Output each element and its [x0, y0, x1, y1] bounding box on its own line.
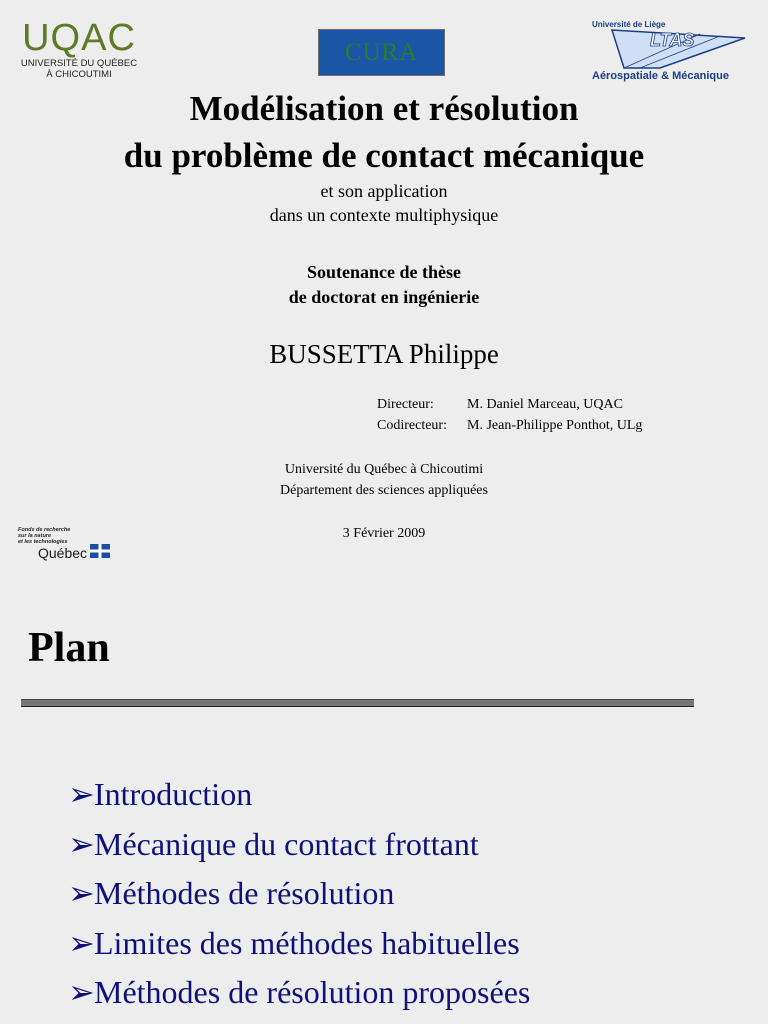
plan-item-label: Limites des méthodes habituelles	[94, 924, 520, 961]
thesis-subtitle-line2: dans un contexte multiphysique	[269, 205, 499, 225]
uqac-logo-line1: UNIVERSITÉ DU QUÉBEC	[20, 58, 138, 69]
ltas-logo	[590, 20, 750, 84]
plan-item	[68, 820, 748, 870]
defense-date: 3 Février 2009	[342, 526, 426, 541]
uqac-logo	[18, 18, 140, 88]
fqrnt-line3: et les technologies	[18, 539, 68, 545]
plan-item-label: Méthodes de résolution proposées	[94, 974, 531, 1010]
plan-item	[68, 968, 748, 1018]
institution-line1: Université du Québec à Chicoutimi	[284, 462, 484, 477]
cura-logo-text: CURA	[344, 38, 419, 66]
plan-divider	[21, 699, 694, 707]
arrow-bullet-icon: ➢	[68, 825, 95, 862]
uqac-logo-name: UQAC	[22, 17, 136, 59]
fqrnt-line2: sur la nature	[18, 533, 52, 539]
plan-item	[68, 869, 748, 919]
fqrnt-line1: Fonds de recherche	[18, 527, 71, 533]
defense-line2: de doctorat en ingénierie	[288, 287, 480, 307]
arrow-bullet-icon: ➢	[68, 974, 95, 1010]
plan-title: Plan	[28, 625, 110, 671]
ltas-university-label: Université de Liège	[592, 20, 666, 29]
thesis-title-line2: du problème de contact mécanique	[123, 136, 645, 175]
codirector-name: M. Jean-Philippe Ponthot, ULg	[467, 418, 643, 433]
plan-item	[68, 770, 748, 820]
arrow-bullet-icon: ➢	[68, 875, 95, 911]
plan-item-label: Méthodes de résolution	[94, 875, 395, 911]
ltas-logo-name: LTAS	[650, 30, 695, 50]
cura-logo	[318, 29, 445, 76]
fqrnt-logo	[18, 527, 118, 563]
ltas-caption: Aérospatiale & Mécanique	[592, 70, 729, 82]
director-name: M. Daniel Marceau, UQAC	[467, 397, 623, 412]
author-name: BUSSETTA Philippe	[269, 339, 499, 369]
plan-list	[68, 770, 748, 1018]
codirector-label: Codirecteur:	[377, 418, 447, 433]
director-label: Directeur:	[377, 397, 434, 412]
thesis-subtitle-line1: et son application	[320, 181, 448, 201]
thesis-title-line1: Modélisation et résolution	[189, 89, 579, 128]
institution-line2: Département des sciences appliquées	[280, 483, 488, 498]
plan-item	[68, 919, 748, 969]
ltas-wing-icon	[590, 22, 750, 72]
defense-line1: Soutenance de thèse	[307, 262, 461, 282]
plan-item-label: Mécanique du contact frottant	[94, 825, 479, 862]
plan-item-label: Introduction	[94, 776, 253, 812]
arrow-bullet-icon: ➢	[68, 924, 95, 961]
uqac-logo-line2: À CHICOUTIMI	[46, 69, 112, 80]
fqrnt-province: Québec	[38, 545, 88, 561]
arrow-bullet-icon: ➢	[68, 776, 95, 812]
quebec-flag-icon	[90, 544, 110, 558]
